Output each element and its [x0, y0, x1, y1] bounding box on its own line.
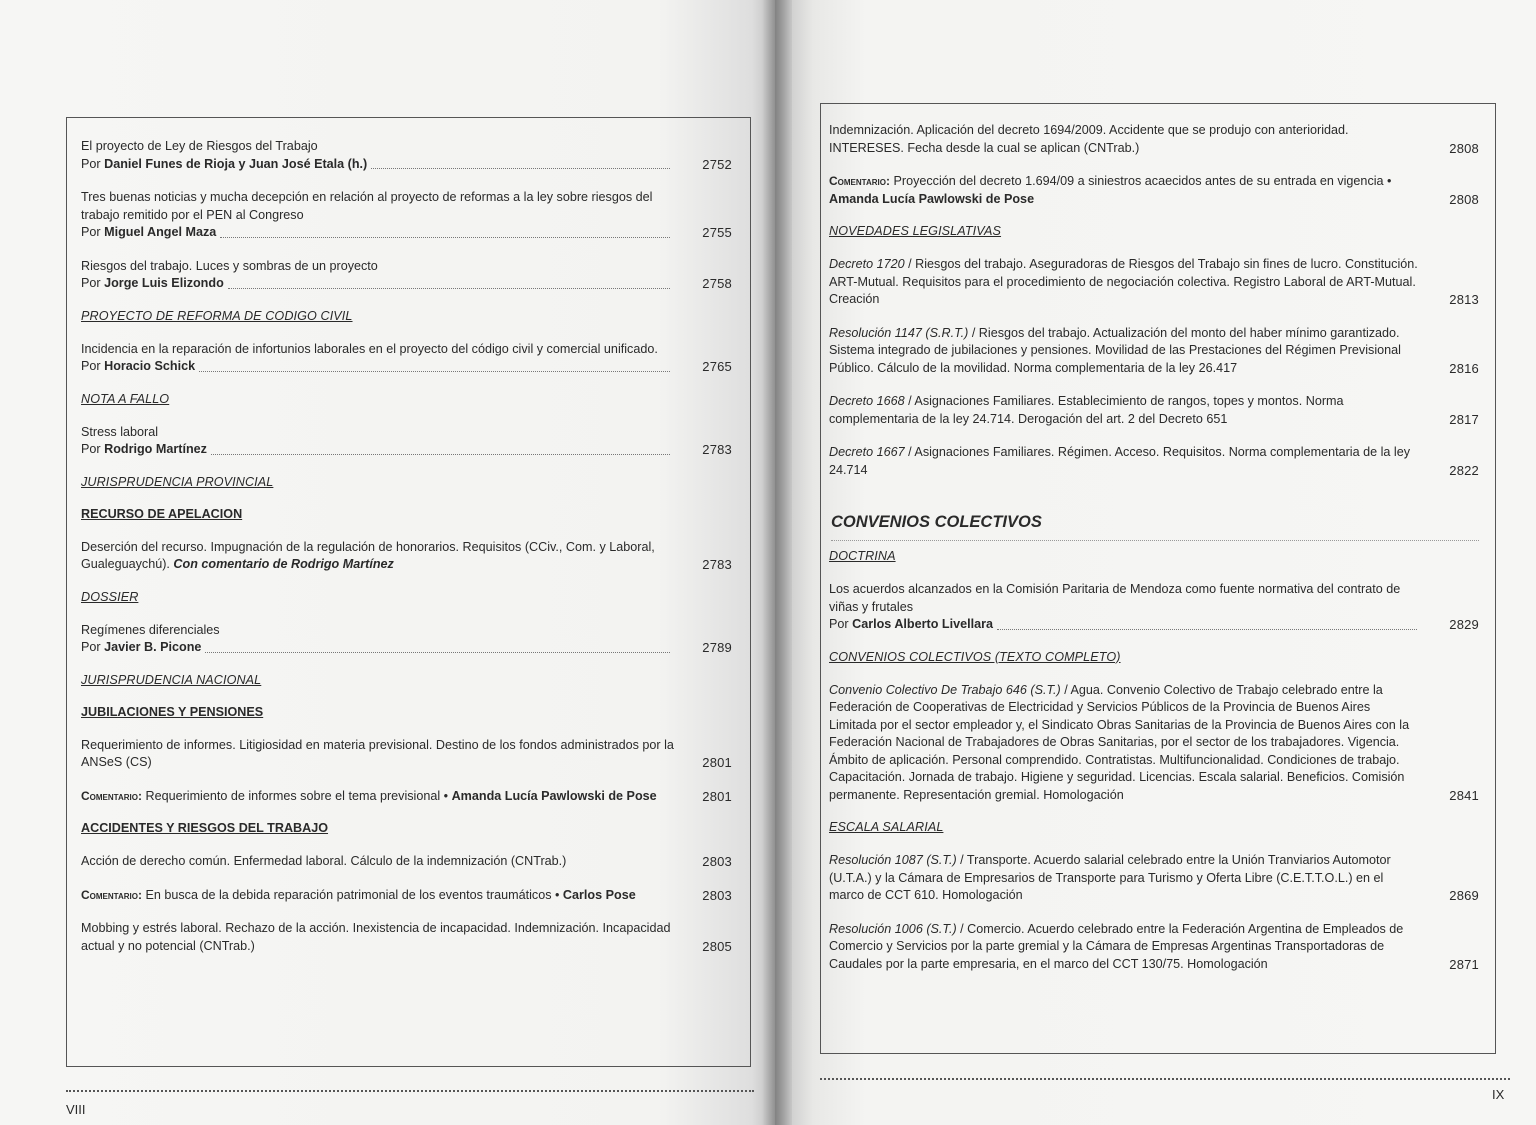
entry-author: Miguel Angel Maza: [104, 225, 217, 239]
right-index-box: [820, 103, 1496, 1054]
index-entry: [81, 920, 732, 955]
entry-title: Requerimiento de informes. Litigiosidad en materia previsional. Destino de los fondos administrados por la ANSeS (CS): [81, 737, 674, 769]
entry-title: Incidencia en la reparación de infortunios laborales en el proyecto del código civil y comercial unificado.: [81, 341, 658, 356]
chapter-title: CONVENIOS COLECTIVOS: [831, 513, 1479, 541]
entry-reference: Resolución 1087 (S.T.): [829, 853, 957, 867]
entry-page-number: 2783: [702, 557, 732, 572]
index-entry: [829, 852, 1479, 905]
entry-page-number: 2808: [1449, 191, 1479, 207]
right-page: [775, 0, 1536, 1125]
entry-page-number: 2816: [1449, 360, 1479, 376]
entry-reference: Decreto 1720: [829, 257, 905, 271]
entry-by: Por: [81, 156, 101, 171]
entry-title: / Riesgos del trabajo. Aseguradoras de Riesgos del Trabajo sin fines de lucro. Constitución. ART-Mutual. Requisitos para el procedimiento de negociación colectiva. Registro Laboral de ART-Mutual. Creación: [829, 257, 1418, 306]
index-entry: [829, 325, 1479, 378]
left-index-box: [66, 117, 751, 1067]
index-entry: [829, 581, 1479, 634]
entry-author: Amanda Lucía Pawlowski de Pose: [451, 788, 657, 803]
section-heading: DOSSIER: [81, 589, 139, 604]
entry-author: Jorge Luis Elizondo: [104, 276, 224, 290]
entry-author: Horacio Schick: [104, 359, 196, 373]
entry-reference: Decreto 1667: [829, 445, 905, 459]
entry-author: Rodrigo Martínez: [104, 442, 207, 456]
entry-page-number: 2822: [1449, 462, 1479, 478]
entry-reference: Convenio Colectivo De Trabajo 646 (S.T.): [829, 682, 1061, 697]
index-entry: [81, 622, 732, 657]
entry-page-number: 2758: [702, 276, 732, 291]
entry-title: Mobbing y estrés laboral. Rechazo de la acción. Inexistencia de incapacidad. Indemnización. Incapacidad actual y no potencial (CNTrab.): [81, 921, 671, 953]
entry-title: / Asignaciones Familiares. Régimen. Acceso. Requisitos. Norma complementaria de la ley 24.714: [829, 445, 1410, 477]
entry-by: Por: [81, 442, 101, 456]
entry-title: Deserción del recurso. Impugnación de la regulación de honorarios. Requisitos (CCiv., Com. y Laboral, Gualeguaychú).: [81, 539, 655, 571]
comment-label: Comentario:: [81, 788, 142, 803]
entry-page-number: 2752: [702, 156, 732, 172]
entry-page-number: 2813: [1449, 292, 1479, 307]
entry-page-number: 2841: [1449, 787, 1479, 803]
entry-comment-author: Con comentario de Rodrigo Martínez: [173, 557, 394, 571]
entry-by: Por: [81, 225, 101, 239]
book-spine-shadow: [762, 0, 792, 1125]
index-entry: [81, 424, 732, 459]
index-entry: [829, 682, 1479, 805]
entry-page-number: 2869: [1449, 888, 1479, 903]
index-entry: [81, 853, 732, 871]
entry-by: Por: [829, 617, 849, 631]
entry-page-number: 2805: [702, 938, 732, 954]
section-heading: PROYECTO DE REFORMA DE CODIGO CIVIL: [81, 308, 353, 323]
entry-title: Stress laboral: [81, 424, 158, 439]
entry-reference: Resolución 1147 (S.R.T.): [829, 325, 969, 340]
index-entry: [81, 341, 732, 376]
entry-page-number: 2801: [702, 755, 732, 770]
entry-title: / Asignaciones Familiares. Establecimiento de rangos, topes y montos. Norma complementaria de la ley 24.714. Derogación del art. 2 del Decreto 651: [829, 394, 1344, 426]
entry-reference: Resolución 1006 (S.T.): [829, 921, 957, 936]
index-entry: [81, 887, 732, 905]
entry-title: / Agua. Convenio Colectivo de Trabajo celebrado entre la Federación de Cooperativas de Electricidad y Servicios Públicos de la Provincia de Buenos Aires Limitada por el sector empleador y, el Sindicato Obras Sanitarias de la Provincia de Buenos Aires con la Federación Nacional de Trabajadores de Obras Sanitarias, por el sector de los trabajadores. Vigencia. Ámbito de aplicación. Personal comprendido. Contratistas. Multifuncionalidad. Condiciones de trabajo. Capacitación. Jornada de trabajo. Higiene y seguridad. Licencias. Escala salarial. Beneficios. Comisión permanente. Representación gremial. Homologación: [829, 682, 1410, 802]
entry-by: Por: [81, 640, 101, 654]
section-heading: NOTA A FALLO: [81, 391, 170, 406]
entry-reference: Decreto 1668: [829, 394, 905, 408]
entry-author: Carlos Alberto Livellara: [852, 617, 994, 631]
entry-page-number: 2803: [702, 887, 732, 903]
page-folio: VIII: [66, 1102, 86, 1117]
index-entry: [829, 921, 1479, 974]
subsection-heading: JUBILACIONES Y PENSIONES: [81, 704, 264, 719]
index-entry: [81, 189, 732, 242]
entry-title: Requerimiento de informes sobre el tema previsional •: [145, 788, 449, 803]
entry-page-number: 2789: [702, 640, 732, 655]
entry-author: Javier B. Picone: [104, 640, 202, 654]
entry-title: Acción de derecho común. Enfermedad laboral. Cálculo de la indemnización (CNTrab.): [81, 854, 567, 868]
index-entry: [81, 539, 732, 574]
entry-page-number: 2755: [702, 225, 732, 240]
entry-page-number: 2783: [702, 442, 732, 457]
index-entry: [829, 393, 1479, 428]
section-heading: DOCTRINA: [829, 549, 896, 563]
entry-title: / Comercio. Acuerdo celebrado entre la Federación Argentina de Empleados de Comercio y Servicios por la parte gremial y la Cámara de Empresas Argentinas Transportadoras de Caudales por la parte empresaria, en el marco del CCT 130/75. Homologación: [829, 921, 1404, 971]
entry-by: Por: [81, 276, 101, 290]
section-heading: NOVEDADES LEGISLATIVAS: [829, 224, 1002, 238]
entry-page-number: 2801: [702, 788, 732, 804]
entry-page-number: 2829: [1449, 617, 1479, 632]
index-entry: [829, 444, 1479, 479]
entry-title: Proyección del decreto 1.694/09 a siniestros acaecidos antes de su entrada en vigencia •: [893, 174, 1392, 188]
comment-label: Comentario:: [829, 174, 890, 188]
section-heading: JURISPRUDENCIA NACIONAL: [81, 672, 262, 687]
entry-title: Regímenes diferenciales: [81, 622, 220, 637]
index-entry: [829, 173, 1479, 208]
entry-title: / Transporte. Acuerdo salarial celebrado entre la Unión Tranviarios Automotor (U.T.A.) y la Cámara de Empresarios de Transporte para Turismo y Oferta Libre (C.E.T.T.O.L.) en el marco de CCT 610. Homologación: [829, 853, 1391, 902]
entry-by: Por: [81, 359, 101, 373]
entry-page-number: 2871: [1449, 956, 1479, 972]
entry-author: Carlos Pose: [562, 887, 636, 902]
section-heading: ESCALA SALARIAL: [829, 820, 944, 834]
section-heading: JURISPRUDENCIA PROVINCIAL: [81, 474, 274, 489]
entry-title: Riesgos del trabajo. Luces y sombras de un proyecto: [81, 258, 378, 273]
entry-title: El proyecto de Ley de Riesgos del Trabajo: [81, 139, 318, 153]
index-entry: [81, 138, 732, 173]
index-entry: [829, 122, 1479, 157]
entry-page-number: 2803: [702, 854, 732, 869]
entry-title: Tres buenas noticias y mucha decepción en relación al proyecto de reformas a la ley sobre riesgos del trabajo remitido por el PEN al Congreso: [81, 190, 653, 222]
footer-dotted-rule: [66, 1090, 754, 1092]
footer-dotted-rule: [820, 1078, 1510, 1080]
index-entry: [829, 256, 1479, 309]
entry-title: / Riesgos del trabajo. Actualización del monto del haber mínimo garantizado. Sistema integrado de jubilaciones y pensiones. Movilidad de las Prestaciones del Régimen Previsional Público. Cálculo de la movilidad. Norma complementaria de la ley 26.417: [829, 325, 1401, 375]
entry-page-number: 2817: [1449, 411, 1479, 427]
entry-title: Los acuerdos alcanzados en la Comisión Paritaria de Mendoza como fuente normativa del contrato de viñas y frutales: [829, 582, 1401, 614]
section-heading: CONVENIOS COLECTIVOS (TEXTO COMPLETO): [829, 649, 1121, 664]
entry-title: En busca de la debida reparación patrimonial de los eventos traumáticos •: [145, 887, 560, 902]
entry-page-number: 2765: [702, 359, 732, 374]
comment-label: Comentario:: [81, 887, 142, 902]
entry-author: Daniel Funes de Rioja y Juan José Etala (h.): [104, 156, 368, 171]
entry-author: Amanda Lucía Pawlowski de Pose: [829, 191, 1035, 206]
entry-page-number: 2808: [1449, 140, 1479, 156]
page-folio: IX: [1492, 1087, 1505, 1102]
index-entry: [81, 258, 732, 293]
subsection-heading: ACCIDENTES Y RIESGOS DEL TRABAJO: [81, 821, 329, 835]
subsection-heading: RECURSO DE APELACION: [81, 506, 243, 521]
index-entry: [81, 788, 732, 806]
index-entry: [81, 737, 732, 772]
entry-title: Indemnización. Aplicación del decreto 1694/2009. Accidente que se produjo con anterioridad. INTERESES. Fecha desde la cual se aplican (CNTrab.): [829, 123, 1349, 155]
